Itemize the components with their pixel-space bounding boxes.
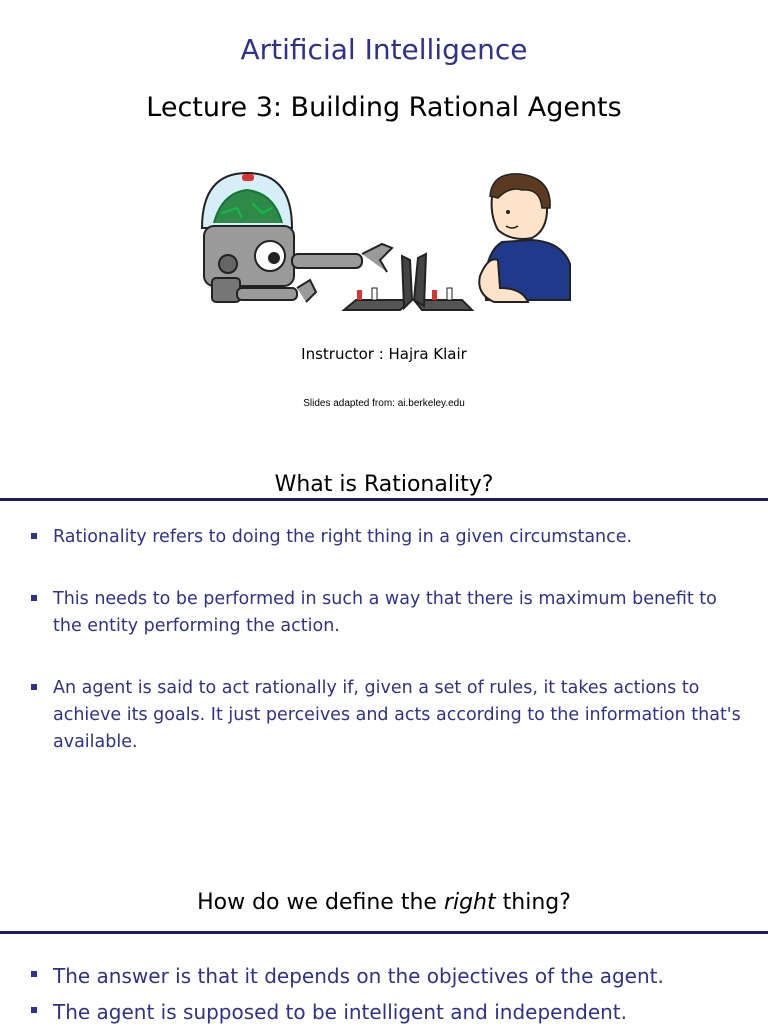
heading-pre: How do we define the [197,890,444,915]
list-item [0,994,768,1030]
heading-post: thing? [495,890,571,915]
course-title: Artificial Intelligence [240,33,528,66]
slide-heading: What is Rationality? [274,472,494,497]
instructor-name: Instructor : Hajra Klair [301,345,467,363]
list-item [0,958,768,994]
bullet-text: This needs to be performed in such a way that there is maximum benefit to the entity performing the action. [53,589,717,636]
list-item [0,586,768,640]
bullet-text: The answer is that it depends on the objectives of the agent. [53,964,664,988]
slide-heading [0,888,768,918]
bullet-list [0,958,768,1030]
heading-emphasis: right [443,890,496,915]
bullet-list [0,524,768,791]
slides-credit: Slides adapted from: ai.berkeley.edu [303,398,465,409]
square-bullet-icon [31,684,37,690]
square-bullet-icon [31,533,37,539]
list-item [0,675,768,756]
bullet-text: An agent is said to act rationally if, given a set of rules, it takes actions to achieve its goals. It just perceives and acts according to the information that's available. [53,678,741,752]
robot-and-human-chess-illustration [192,168,572,336]
bullet-text: The agent is supposed to be intelligent and independent. [53,1000,628,1024]
square-bullet-icon [31,595,37,601]
rationality-slide [0,460,768,860]
heading-divider [0,498,768,501]
right-thing-slide [0,860,768,1024]
title-slide [0,0,768,460]
list-item [0,524,768,551]
heading-divider [0,931,768,934]
bullet-text: Rationality refers to doing the right thing in a given circumstance. [53,527,633,547]
square-bullet-icon [31,971,37,977]
lecture-title: Lecture 3: Building Rational Agents [146,92,622,123]
square-bullet-icon [31,1007,37,1013]
